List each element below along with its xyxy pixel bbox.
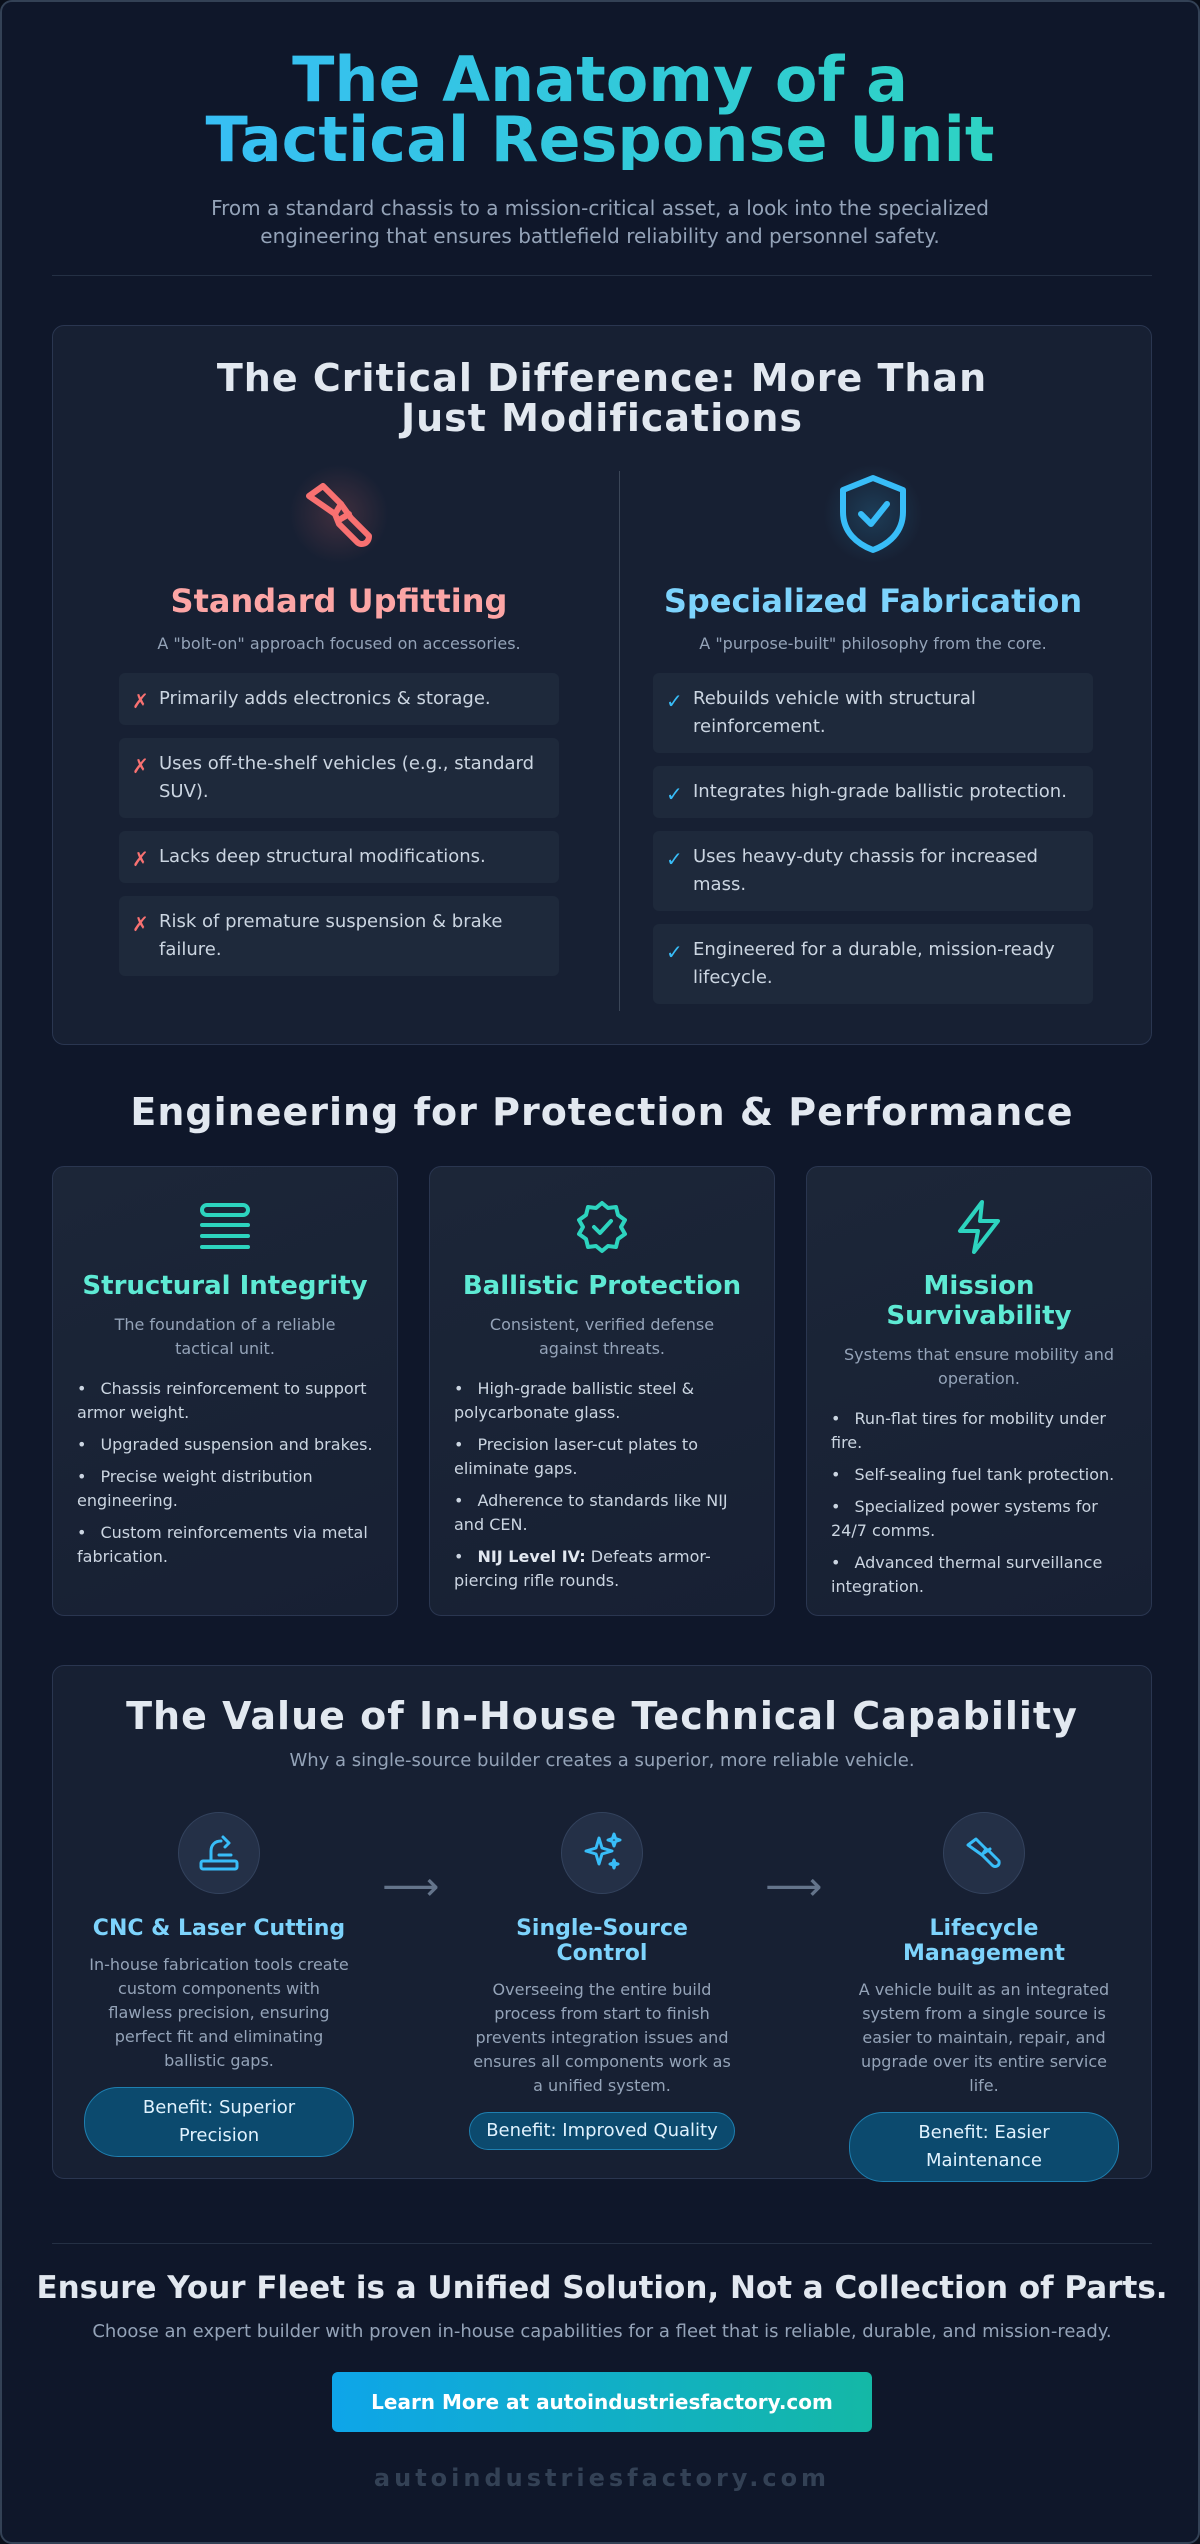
cta-title: Ensure Your Fleet is a Unified Solution, Not a Collection of Parts.	[36, 2270, 1168, 2306]
card-description: Systems that ensure mobility and operation.	[843, 1345, 1115, 1388]
card-description: Consistent, verified defense against threats.	[489, 1315, 715, 1358]
sparkles-icon	[561, 1812, 643, 1894]
card-title: Mission Survivability	[886, 1271, 1072, 1331]
list-item: ✓ Rebuilds vehicle with structural reinforcement.	[653, 673, 1093, 753]
laser-cutter-icon	[178, 1812, 260, 1894]
list-item: ✓ Uses heavy-duty chassis for increased mass.	[653, 831, 1093, 911]
column-divider	[619, 471, 620, 1011]
step-lifecycle-management	[849, 1812, 1119, 2182]
check-icon: ✓	[666, 847, 683, 871]
ballistic-protection-card	[429, 1166, 775, 1616]
step-title: CNC & Laser Cutting	[92, 1916, 346, 1941]
list-item: • NIJ Level IV: Defeats armor-piercing rifle rounds.	[454, 1547, 711, 1590]
check-icon: ✓	[666, 689, 683, 713]
step-cnc-laser-cutting	[84, 1812, 354, 2157]
list-item: ✗ Risk of premature suspension & brake failure.	[119, 896, 559, 976]
list-item: ✗ Uses off-the-shelf vehicles (e.g., standard SUV).	[119, 738, 559, 818]
benefit-badge: Benefit: Superior Precision	[84, 2087, 354, 2157]
capability-title: The Value of In-House Technical Capability	[126, 1694, 1078, 1738]
card-title: Ballistic Protection	[462, 1271, 742, 1301]
specialized-fabrication-title: Specialized Fabrication	[663, 582, 1083, 620]
capability-subtitle: Why a single-source builder creates a superior, more reliable vehicle.	[289, 1750, 915, 1771]
layers-icon	[195, 1197, 255, 1257]
arrow-right-icon: ⟶	[382, 1864, 440, 1910]
step-title: Single-Source Control	[516, 1916, 688, 1966]
list-item: ✓ Integrates high-grade ballistic protection.	[653, 766, 1093, 818]
card-list	[829, 1407, 1129, 1599]
step-description: In-house fabrication tools create custom components with flawless precision, ensuring perfect fit and eliminating ballistic gaps.	[89, 1955, 349, 2070]
card-list	[452, 1377, 752, 1593]
list-item: • Upgraded suspension and brakes.	[77, 1435, 373, 1454]
wrench-icon	[289, 464, 389, 564]
step-title: Lifecycle Management	[903, 1916, 1065, 1966]
arrow-right-icon: ⟶	[765, 1864, 823, 1910]
list-item: ✓ Engineered for a durable, mission-ready lifecycle.	[653, 924, 1093, 1004]
list-item: • Precise weight distribution engineering.	[77, 1467, 313, 1510]
benefit-badge: Benefit: Improved Quality	[469, 2112, 735, 2150]
list-item: • Specialized power systems for 24/7 comms.	[831, 1497, 1098, 1540]
x-mark-icon: ✗	[132, 689, 149, 713]
step-single-source-control	[467, 1812, 737, 2150]
engineering-title: Engineering for Protection & Performance	[130, 1090, 1074, 1134]
list-item: • Chassis reinforcement to support armor weight.	[77, 1379, 367, 1422]
lightning-icon	[949, 1197, 1009, 1257]
badge-check-icon	[572, 1197, 632, 1257]
list-item: • High-grade ballistic steel & polycarbonate glass.	[454, 1379, 695, 1422]
specialized-fabrication-column	[653, 464, 1093, 1017]
divider	[52, 2243, 1152, 2244]
learn-more-button[interactable]: Learn More at autoindustriesfactory.com	[332, 2372, 872, 2432]
list-item: • Precision laser-cut plates to eliminate gaps.	[454, 1435, 698, 1478]
mission-survivability-card	[806, 1166, 1152, 1616]
page-subtitle: From a standard chassis to a mission-critical asset, a look into the specialized engineering that ensures battlefield reliability and personnel safety.	[211, 196, 989, 248]
footer-brand: autoindustriesfactory.com	[373, 2464, 831, 2492]
hero-section	[2, 2, 1198, 250]
cta-subtitle: Choose an expert builder with proven in-house capabilities for a fleet that is reliable, durable, and mission-ready.	[92, 2321, 1112, 2342]
standard-upfitting-list	[119, 673, 559, 976]
specialized-fabrication-list	[653, 673, 1093, 1004]
card-list	[75, 1377, 375, 1569]
x-mark-icon: ✗	[132, 847, 149, 871]
benefit-badge: Benefit: Easier Maintenance	[849, 2112, 1119, 2182]
comparison-title: The Critical Difference: More Than Just Modifications	[216, 356, 988, 440]
shield-check-icon	[823, 464, 923, 564]
structural-integrity-card	[52, 1166, 398, 1616]
list-item: ✗ Lacks deep structural modifications.	[119, 831, 559, 883]
card-title: Structural Integrity	[82, 1271, 368, 1301]
standard-upfitting-column	[119, 464, 559, 989]
list-item: • Adherence to standards like NIJ and CEN.	[454, 1491, 728, 1534]
list-item: • Custom reinforcements via metal fabrication.	[77, 1523, 368, 1566]
x-mark-icon: ✗	[132, 754, 149, 778]
step-description: A vehicle built as an integrated system from a single source is easier to maintain, repair, and upgrade over its entire service life.	[858, 1980, 1110, 2095]
check-icon: ✓	[666, 782, 683, 806]
page-title: The Anatomy of a Tactical Response Unit	[150, 50, 1050, 170]
check-icon: ✓	[666, 940, 683, 964]
list-item: ✗ Primarily adds electronics & storage.	[119, 673, 559, 725]
list-item: • Run-flat tires for mobility under fire.	[831, 1409, 1106, 1452]
list-item: • Self-sealing fuel tank protection.	[831, 1465, 1115, 1484]
standard-upfitting-subtitle: A "bolt-on" approach focused on accessories.	[157, 634, 521, 653]
wrench-icon	[943, 1812, 1025, 1894]
standard-upfitting-title: Standard Upfitting	[170, 582, 508, 620]
card-description: The foundation of a reliable tactical unit.	[114, 1315, 336, 1358]
list-item: • Advanced thermal surveillance integration.	[831, 1553, 1103, 1596]
comparison-panel	[52, 325, 1152, 1045]
step-description: Overseeing the entire build process from start to finish prevents integration issues and ensures all components work as a unified system.	[473, 1980, 731, 2095]
specialized-fabrication-subtitle: A "purpose-built" philosophy from the core.	[699, 634, 1047, 653]
divider	[52, 275, 1152, 276]
x-mark-icon: ✗	[132, 912, 149, 936]
